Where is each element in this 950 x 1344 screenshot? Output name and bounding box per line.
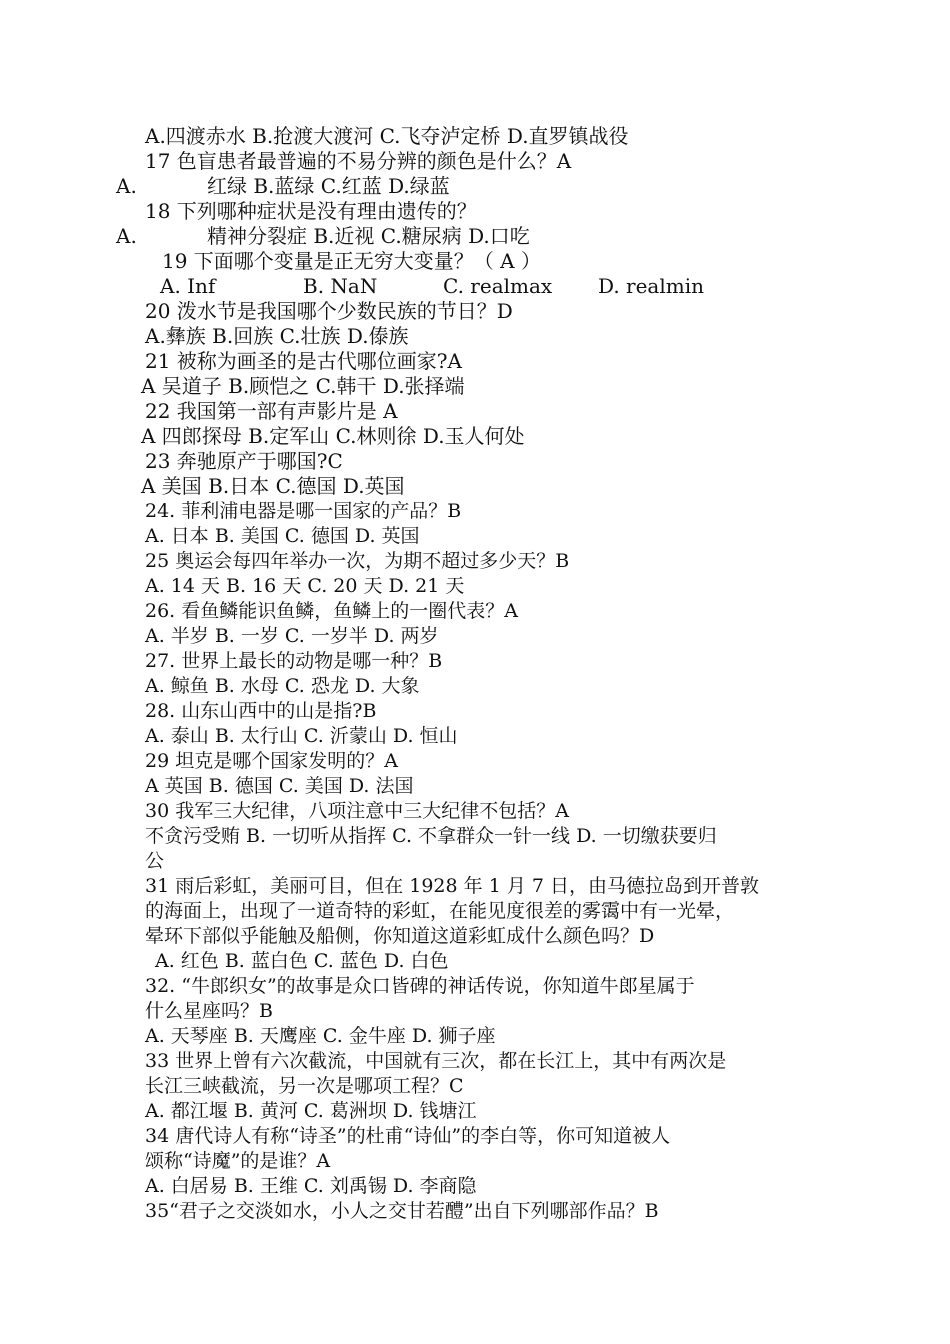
answer-options-32: A. 天琴座 B. 天鹰座 C. 金牛座 D. 狮子座: [145, 1025, 496, 1047]
question-22: 22 我国第一部有声影片是 A: [145, 399, 398, 423]
question-34-line-2: 颂称“诗魔”的是谁？A: [145, 1150, 331, 1172]
question-17: 17 色盲患者最普遍的不易分辨的颜色是什么？A: [145, 149, 572, 173]
question-32-line-2: 什么星座吗？B: [145, 1000, 273, 1022]
question-33: 33 世界上曾有六次截流，中国就有三次，都在长江上，其中有两次是: [145, 1050, 727, 1072]
question-33-line-2: 长江三峡截流，另一次是哪项工程？C: [145, 1075, 464, 1097]
answer-options-29: A 英国 B. 德国 C. 美国 D. 法国: [145, 775, 414, 797]
question-31-line-2: 的海面上，出现了一道奇特的彩虹，在能见度很差的雾霭中有一光晕，: [145, 900, 735, 922]
answer-options-18: 精神分裂症 B.近视 C.糖尿病 D.口吃: [207, 224, 530, 248]
answer-options-34: A. 白居易 B. 王维 C. 刘禹锡 D. 李商隐: [145, 1175, 477, 1197]
answer-options-20: A.彝族 B.回族 C.壮族 D.傣族: [145, 324, 409, 348]
answer-options-31: A. 红色 B. 蓝白色 C. 蓝色 D. 白色: [155, 950, 449, 972]
question-30: 30 我军三大纪律，八项注意中三大纪律不包括？A: [145, 800, 569, 822]
question-24: 24. 菲利浦电器是哪一国家的产品？B: [145, 500, 462, 522]
question-29: 29 坦克是哪个国家发明的？A: [145, 750, 398, 772]
question-28: 28. 山东山西中的山是指?B: [145, 700, 377, 722]
question-31: 31 雨后彩虹，美丽可目，但在 1928 年 1 月 7 日，由马德拉岛到开普敦: [145, 875, 759, 897]
question-27: 27. 世界上最长的动物是哪一种？B: [145, 650, 443, 672]
question-25: 25 奥运会每四年举办一次，为期不超过多少天？B: [145, 550, 570, 572]
option-19-c: C. realmax: [443, 274, 553, 298]
option-19-b: B. NaN: [303, 274, 378, 298]
option-19-d: D. realmin: [598, 274, 704, 298]
answer-options-30: 不贪污受贿 B. 一切听从指挥 C. 不拿群众一针一线 D. 一切缴获要归: [145, 825, 717, 847]
answer-options-22: A 四郎探母 B.定军山 C.林则徐 D.玉人何处: [141, 424, 525, 448]
answer-options-33: A. 都江堰 B. 黄河 C. 葛洲坝 D. 钱塘江: [145, 1100, 477, 1122]
answer-options-23: A 美国 B.日本 C.德国 D.英国: [141, 474, 405, 498]
answer-options-26: A. 半岁 B. 一岁 C. 一岁半 D. 两岁: [145, 625, 439, 647]
question-26: 26. 看鱼鳞能识鱼鳞，鱼鳞上的一圈代表？A: [145, 600, 518, 622]
question-20: 20 泼水节是我国哪个少数民族的节日？D: [145, 299, 513, 323]
option-label-17: A.: [116, 174, 137, 198]
question-32: 32. “牛郎织女”的故事是众口皆碑的神话传说，你知道牛郎星属于: [145, 975, 695, 997]
answer-options-25: A. 14 天 B. 16 天 C. 20 天 D. 21 天: [145, 575, 465, 597]
question-31-line-3: 晕环下部似乎能触及船侧，你知道这道彩虹成什么颜色吗？D: [145, 925, 655, 947]
answer-options-16: A.四渡赤水 B.抢渡大渡河 C.飞夺泸定桥 D.直罗镇战役: [145, 124, 629, 148]
question-34: 34 唐代诗人有称“诗圣”的杜甫“诗仙”的李白等，你可知道被人: [145, 1125, 671, 1147]
answer-options-24: A. 日本 B. 美国 C. 德国 D. 英国: [145, 525, 420, 547]
answer-options-30-cont: 公: [145, 850, 165, 872]
answer-options-28: A. 泰山 B. 太行山 C. 沂蒙山 D. 恒山: [145, 725, 458, 747]
question-35: 35“君子之交淡如水，小人之交甘若醴”出自下列哪部作品？B: [145, 1200, 659, 1222]
question-23: 23 奔驰原产于哪国?C: [145, 449, 343, 473]
option-19-a: A. Inf: [160, 274, 216, 298]
answer-options-27: A. 鲸鱼 B. 水母 C. 恐龙 D. 大象: [145, 675, 420, 697]
question-18: 18 下列哪种症状是没有理由遗传的？: [145, 199, 477, 223]
question-19: 19 下面哪个变量是正无穷大变量？（ A ）: [162, 249, 541, 273]
option-label-18: A.: [116, 224, 137, 248]
question-21: 21 被称为画圣的是古代哪位画家?A: [145, 349, 462, 373]
answer-options-17: 红绿 B.蓝绿 C.红蓝 D.绿蓝: [207, 174, 450, 198]
answer-options-21: A 吴道子 B.顾恺之 C.韩干 D.张择端: [141, 374, 465, 398]
